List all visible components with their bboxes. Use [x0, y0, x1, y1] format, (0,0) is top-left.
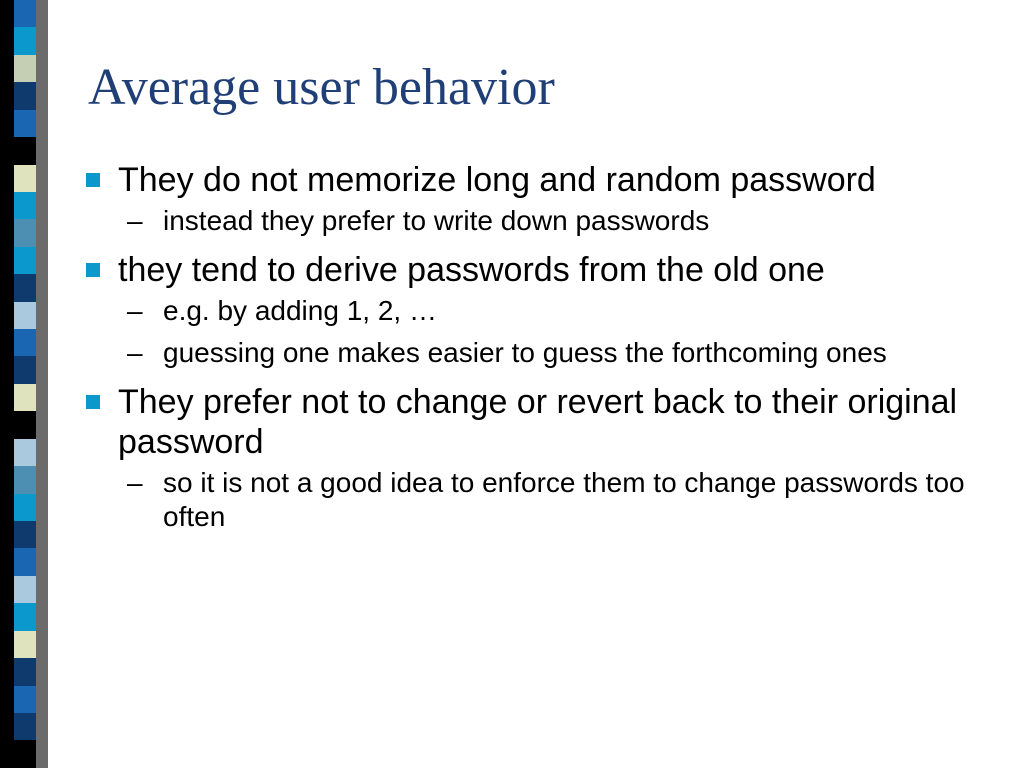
- sub-bullet-text: guessing one makes easier to guess the forthcoming ones: [163, 337, 887, 368]
- square-bullet-icon: [86, 263, 100, 277]
- bullet-text: They do not memorize long and random password: [118, 161, 876, 199]
- bullet-text: they tend to derive passwords from the old one: [118, 251, 825, 289]
- stripe-block: [14, 548, 36, 575]
- dash-icon: –: [127, 205, 143, 236]
- stripe-block: [14, 384, 36, 411]
- slide-title: Average user behavior: [88, 59, 555, 116]
- stripe-block: [14, 82, 36, 109]
- bullet-list: [82, 160, 982, 542]
- stripe-block: [14, 466, 36, 493]
- stripe-block: [14, 27, 36, 54]
- stripe-block: [14, 274, 36, 301]
- stripe-block: [14, 631, 36, 658]
- stripe-block: [14, 137, 36, 164]
- stripe-block: [14, 329, 36, 356]
- stripe-block: [14, 658, 36, 685]
- stripe-block: [14, 55, 36, 82]
- stripe-shadow: [0, 0, 14, 768]
- stripe-block: [14, 411, 36, 438]
- decorative-stripe: [0, 0, 48, 768]
- stripe-block: [14, 686, 36, 713]
- stripe-block: [14, 165, 36, 192]
- dash-icon: –: [127, 337, 143, 368]
- sub-bullet-item: [82, 336, 982, 370]
- stripe-block: [14, 0, 36, 27]
- square-bullet-icon: [86, 395, 100, 409]
- bullet-item: [82, 250, 982, 290]
- bullet-item: [82, 160, 982, 200]
- stripe-block: [14, 713, 36, 740]
- sub-bullet-text: so it is not a good idea to enforce them to change passwords too often: [163, 467, 965, 532]
- sub-bullet-text: instead they prefer to write down passwords: [163, 205, 710, 236]
- dash-icon: –: [127, 467, 143, 498]
- stripe-edge: [36, 0, 48, 768]
- stripe-block: [14, 192, 36, 219]
- stripe-block: [14, 439, 36, 466]
- stripe-block: [14, 356, 36, 383]
- stripe-block: [14, 521, 36, 548]
- stripe-block: [14, 302, 36, 329]
- bullet-text: They prefer not to change or revert back to their original password: [118, 383, 958, 461]
- bullet-item: [82, 382, 982, 462]
- sub-bullet-text: e.g. by adding 1, 2, …: [163, 295, 437, 326]
- stripe-blocks: [14, 0, 36, 768]
- stripe-block: [14, 576, 36, 603]
- stripe-block: [14, 494, 36, 521]
- dash-icon: –: [127, 295, 143, 326]
- sub-bullet-item: [82, 204, 982, 238]
- square-bullet-icon: [86, 173, 100, 187]
- sub-bullet-item: [82, 466, 982, 534]
- stripe-block: [14, 219, 36, 246]
- stripe-block: [14, 740, 36, 767]
- stripe-block: [14, 603, 36, 630]
- stripe-block: [14, 110, 36, 137]
- sub-bullet-item: [82, 294, 982, 328]
- stripe-block: [14, 247, 36, 274]
